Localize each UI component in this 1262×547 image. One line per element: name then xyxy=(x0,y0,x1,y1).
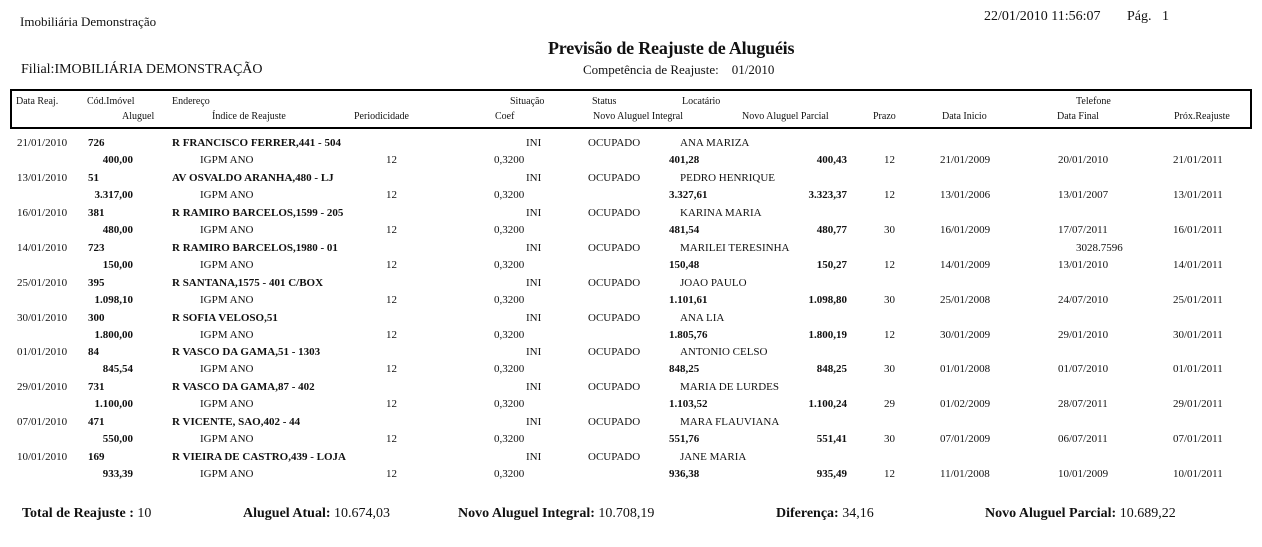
record-cod-imovel: 84 xyxy=(88,346,99,358)
record-cod-imovel: 381 xyxy=(88,207,105,219)
record-indice: IGPM ANO xyxy=(200,398,254,410)
record-prazo: 30 xyxy=(884,224,895,236)
record-data-inicio: 01/01/2008 xyxy=(940,363,991,375)
record-novo-parcial: 150,27 xyxy=(816,259,847,271)
record-periodicidade: 12 xyxy=(386,398,397,410)
table-row xyxy=(0,172,1262,189)
record-periodicidade: 12 xyxy=(386,224,397,236)
footer-novo-parcial xyxy=(985,506,1176,522)
record-indice: IGPM ANO xyxy=(200,329,254,341)
record-prazo: 30 xyxy=(884,363,895,375)
record-data-reaj: 13/01/2010 xyxy=(17,172,68,184)
table-row xyxy=(0,294,1262,311)
record-data-final: 10/01/2009 xyxy=(1058,468,1109,480)
company-name: Imobiliária Demonstração xyxy=(20,14,157,29)
record-cod-imovel: 723 xyxy=(88,242,105,254)
record-cod-imovel: 471 xyxy=(88,416,105,428)
record-periodicidade: 12 xyxy=(386,154,397,166)
record-prox-reajuste: 07/01/2011 xyxy=(1173,433,1223,445)
table-row xyxy=(0,433,1262,450)
record-coef: 0,3200 xyxy=(494,433,525,445)
table-row xyxy=(0,277,1262,294)
record-data-reaj: 10/01/2010 xyxy=(17,451,68,463)
record-status: OCUPADO xyxy=(588,172,641,184)
record-prazo: 12 xyxy=(884,154,895,166)
record-situacao: INI xyxy=(526,381,542,393)
column-header-box xyxy=(10,89,1252,129)
record-locatario: MARIA DE LURDES xyxy=(680,381,780,393)
page-indicator xyxy=(1127,9,1169,25)
record-data-reaj: 29/01/2010 xyxy=(17,381,68,393)
record-aluguel: 845,54 xyxy=(102,363,133,375)
record-data-inicio: 14/01/2009 xyxy=(940,259,991,271)
record-novo-parcial: 3.323,37 xyxy=(808,189,847,201)
table-row xyxy=(0,207,1262,224)
record-status: OCUPADO xyxy=(588,137,641,149)
record-data-inicio: 21/01/2009 xyxy=(940,154,991,166)
record-cod-imovel: 51 xyxy=(88,172,99,184)
record-novo-integral: 3.327,61 xyxy=(669,189,708,201)
table-row xyxy=(0,398,1262,415)
record-endereco: AV OSVALDO ARANHA,480 - LJ xyxy=(172,172,334,184)
parcial-value: 10.689,22 xyxy=(1119,506,1176,521)
record-prox-reajuste: 10/01/2011 xyxy=(1173,468,1223,480)
report-datetime: 22/01/2010 11:56:07 xyxy=(984,9,1101,24)
table-row xyxy=(0,224,1262,241)
record-prox-reajuste: 01/01/2011 xyxy=(1173,363,1223,375)
table-row xyxy=(0,468,1262,485)
record-situacao: INI xyxy=(526,451,542,463)
record-novo-integral: 481,54 xyxy=(669,224,700,236)
record-indice: IGPM ANO xyxy=(200,259,254,271)
record-data-inicio: 07/01/2009 xyxy=(940,433,991,445)
record-prazo: 12 xyxy=(884,259,895,271)
record-data-final: 28/07/2011 xyxy=(1058,398,1108,410)
col-locatario: Locatário xyxy=(682,96,721,107)
col-data-final: Data Final xyxy=(1057,111,1099,122)
record-endereco: R VASCO DA GAMA,51 - 1303 xyxy=(172,346,321,358)
record-data-final: 24/07/2010 xyxy=(1058,294,1109,306)
footer-diferenca xyxy=(776,506,874,522)
record-prox-reajuste: 13/01/2011 xyxy=(1173,189,1223,201)
filial-label: Filial:IMOBILIÁRIA DEMONSTRAÇÃO xyxy=(21,62,263,77)
record-status: OCUPADO xyxy=(588,277,641,289)
record-status: OCUPADO xyxy=(588,207,641,219)
record-coef: 0,3200 xyxy=(494,154,525,166)
record-status: OCUPADO xyxy=(588,312,641,324)
record-locatario: JOAO PAULO xyxy=(680,277,747,289)
table-row xyxy=(0,416,1262,433)
record-data-inicio: 16/01/2009 xyxy=(940,224,991,236)
col-endereco: Endereço xyxy=(172,96,210,107)
col-novo-integral: Novo Aluguel Integral xyxy=(593,111,683,122)
record-data-final: 29/01/2010 xyxy=(1058,329,1109,341)
record-status: OCUPADO xyxy=(588,451,641,463)
page-label: Pág. xyxy=(1127,9,1152,24)
record-novo-parcial: 848,25 xyxy=(816,363,847,375)
record-endereco: R VICENTE, SAO,402 - 44 xyxy=(172,416,301,428)
record-novo-integral: 1.805,76 xyxy=(669,329,708,341)
record-prox-reajuste: 21/01/2011 xyxy=(1173,154,1223,166)
record-periodicidade: 12 xyxy=(386,363,397,375)
col-data-reaj: Data Reaj. xyxy=(16,96,59,107)
parcial-label: Novo Aluguel Parcial: xyxy=(985,506,1117,521)
record-data-reaj: 01/01/2010 xyxy=(17,346,68,358)
record-situacao: INI xyxy=(526,277,542,289)
table-row xyxy=(0,312,1262,329)
table-row xyxy=(0,329,1262,346)
record-data-inicio: 30/01/2009 xyxy=(940,329,991,341)
record-coef: 0,3200 xyxy=(494,259,525,271)
total-label: Total de Reajuste : xyxy=(22,506,134,521)
record-novo-integral: 848,25 xyxy=(669,363,700,375)
col-indice: Índice de Reajuste xyxy=(212,111,286,122)
record-novo-parcial: 1.100,24 xyxy=(808,398,847,410)
record-cod-imovel: 169 xyxy=(88,451,105,463)
record-indice: IGPM ANO xyxy=(200,154,254,166)
record-prazo: 12 xyxy=(884,468,895,480)
record-novo-integral: 150,48 xyxy=(669,259,700,271)
col-status: Status xyxy=(592,96,617,107)
competencia-label: Competência de Reajuste: xyxy=(583,62,719,77)
record-data-inicio: 13/01/2006 xyxy=(940,189,991,201)
record-locatario: ANA MARIZA xyxy=(680,137,750,149)
record-cod-imovel: 395 xyxy=(88,277,105,289)
record-status: OCUPADO xyxy=(588,381,641,393)
col-novo-parcial: Novo Aluguel Parcial xyxy=(742,111,829,122)
record-cod-imovel: 726 xyxy=(88,137,105,149)
record-locatario: ANA LIA xyxy=(680,312,725,324)
record-indice: IGPM ANO xyxy=(200,224,254,236)
competencia xyxy=(583,62,774,78)
record-endereco: R FRANCISCO FERRER,441 - 504 xyxy=(172,137,341,149)
record-situacao: INI xyxy=(526,172,542,184)
record-coef: 0,3200 xyxy=(494,329,525,341)
record-novo-parcial: 1.800,19 xyxy=(808,329,847,341)
record-novo-integral: 551,76 xyxy=(669,433,700,445)
record-data-reaj: 30/01/2010 xyxy=(17,312,68,324)
record-situacao: INI xyxy=(526,416,542,428)
record-locatario: ANTONIO CELSO xyxy=(680,346,768,358)
col-prox-reajuste: Próx.Reajuste xyxy=(1174,111,1230,122)
record-indice: IGPM ANO xyxy=(200,433,254,445)
record-prazo: 30 xyxy=(884,294,895,306)
record-locatario: JANE MARIA xyxy=(680,451,747,463)
record-prox-reajuste: 16/01/2011 xyxy=(1173,224,1223,236)
table-row xyxy=(0,137,1262,154)
record-novo-parcial: 400,43 xyxy=(816,154,847,166)
record-situacao: INI xyxy=(526,242,542,254)
record-novo-parcial: 551,41 xyxy=(816,433,847,445)
col-periodicidade: Periodicidade xyxy=(354,111,409,122)
record-coef: 0,3200 xyxy=(494,398,525,410)
total-value: 10 xyxy=(137,506,152,521)
atual-value: 10.674,03 xyxy=(334,506,391,521)
record-situacao: INI xyxy=(526,346,542,358)
record-prox-reajuste: 29/01/2011 xyxy=(1173,398,1223,410)
record-novo-integral: 401,28 xyxy=(669,154,700,166)
col-prazo: Prazo xyxy=(873,111,896,122)
record-telefone: 3028.7596 xyxy=(1076,242,1123,254)
record-indice: IGPM ANO xyxy=(200,189,254,201)
record-aluguel: 150,00 xyxy=(102,259,133,271)
record-locatario: PEDRO HENRIQUE xyxy=(680,172,776,184)
record-endereco: R VIEIRA DE CASTRO,439 - LOJA xyxy=(172,451,346,463)
record-novo-parcial: 480,77 xyxy=(816,224,847,236)
record-endereco: R RAMIRO BARCELOS,1599 - 205 xyxy=(172,207,344,219)
record-prazo: 30 xyxy=(884,433,895,445)
record-coef: 0,3200 xyxy=(494,224,525,236)
record-prox-reajuste: 30/01/2011 xyxy=(1173,329,1223,341)
record-data-final: 17/07/2011 xyxy=(1058,224,1108,236)
record-locatario: MARA FLAUVIANA xyxy=(680,416,780,428)
record-novo-parcial: 1.098,80 xyxy=(808,294,847,306)
record-cod-imovel: 731 xyxy=(88,381,105,393)
record-data-inicio: 11/01/2008 xyxy=(940,468,990,480)
table-row xyxy=(0,381,1262,398)
record-aluguel: 3.317,00 xyxy=(94,189,133,201)
record-prox-reajuste: 14/01/2011 xyxy=(1173,259,1223,271)
record-periodicidade: 12 xyxy=(386,433,397,445)
record-endereco: R SOFIA VELOSO,51 xyxy=(172,312,278,324)
col-aluguel: Aluguel xyxy=(122,111,155,122)
col-telefone: Telefone xyxy=(1076,96,1111,107)
record-coef: 0,3200 xyxy=(494,189,525,201)
record-situacao: INI xyxy=(526,137,542,149)
record-data-reaj: 25/01/2010 xyxy=(17,277,68,289)
integral-value: 10.708,19 xyxy=(598,506,655,521)
record-indice: IGPM ANO xyxy=(200,468,254,480)
record-coef: 0,3200 xyxy=(494,294,525,306)
diferenca-value: 34,16 xyxy=(842,506,874,521)
record-novo-integral: 1.101,61 xyxy=(669,294,708,306)
record-coef: 0,3200 xyxy=(494,468,525,480)
record-cod-imovel: 300 xyxy=(88,312,105,324)
col-situacao: Situação xyxy=(510,96,545,107)
record-data-final: 20/01/2010 xyxy=(1058,154,1109,166)
record-data-final: 13/01/2007 xyxy=(1058,189,1109,201)
record-aluguel: 550,00 xyxy=(102,433,133,445)
record-data-final: 01/07/2010 xyxy=(1058,363,1109,375)
record-novo-integral: 1.103,52 xyxy=(669,398,708,410)
integral-label: Novo Aluguel Integral: xyxy=(458,506,595,521)
atual-label: Aluguel Atual: xyxy=(243,506,331,521)
report-title: Previsão de Reajuste de Aluguéis xyxy=(548,38,795,58)
table-row xyxy=(0,346,1262,363)
record-aluguel: 1.800,00 xyxy=(94,329,133,341)
record-data-reaj: 16/01/2010 xyxy=(17,207,68,219)
col-cod-imovel: Cód.Imóvel xyxy=(87,96,135,107)
record-novo-parcial: 935,49 xyxy=(816,468,847,480)
record-prazo: 29 xyxy=(884,398,895,410)
diferenca-label: Diferença: xyxy=(776,506,839,521)
record-endereco: R RAMIRO BARCELOS,1980 - 01 xyxy=(172,242,338,254)
record-aluguel: 933,39 xyxy=(102,468,133,480)
record-data-final: 13/01/2010 xyxy=(1058,259,1109,271)
record-data-reaj: 21/01/2010 xyxy=(17,137,68,149)
record-periodicidade: 12 xyxy=(386,189,397,201)
record-situacao: INI xyxy=(526,312,542,324)
record-data-final: 06/07/2011 xyxy=(1058,433,1108,445)
record-periodicidade: 12 xyxy=(386,329,397,341)
record-novo-integral: 936,38 xyxy=(669,468,700,480)
record-aluguel: 480,00 xyxy=(102,224,133,236)
record-periodicidade: 12 xyxy=(386,259,397,271)
record-status: OCUPADO xyxy=(588,242,641,254)
page-number: 1 xyxy=(1162,9,1169,24)
competencia-value: 01/2010 xyxy=(731,62,775,77)
record-locatario: KARINA MARIA xyxy=(680,207,762,219)
table-row xyxy=(0,154,1262,171)
record-prox-reajuste: 25/01/2011 xyxy=(1173,294,1223,306)
record-data-inicio: 01/02/2009 xyxy=(940,398,991,410)
footer-novo-integral xyxy=(458,506,654,522)
record-coef: 0,3200 xyxy=(494,363,525,375)
record-status: OCUPADO xyxy=(588,416,641,428)
record-situacao: INI xyxy=(526,207,542,219)
record-locatario: MARILEI TERESINHA xyxy=(680,242,790,254)
col-data-inicio: Data Inicio xyxy=(942,111,987,122)
record-endereco: R SANTANA,1575 - 401 C/BOX xyxy=(172,277,324,289)
footer-aluguel-atual xyxy=(243,506,390,522)
record-periodicidade: 12 xyxy=(386,468,397,480)
record-data-reaj: 14/01/2010 xyxy=(17,242,68,254)
record-aluguel: 1.100,00 xyxy=(94,398,133,410)
record-status: OCUPADO xyxy=(588,346,641,358)
record-periodicidade: 12 xyxy=(386,294,397,306)
table-row xyxy=(0,259,1262,276)
col-coef: Coef xyxy=(495,111,515,122)
table-row xyxy=(0,242,1262,259)
record-endereco: R VASCO DA GAMA,87 - 402 xyxy=(172,381,315,393)
record-aluguel: 400,00 xyxy=(102,154,133,166)
table-row xyxy=(0,363,1262,380)
table-row xyxy=(0,189,1262,206)
record-aluguel: 1.098,10 xyxy=(94,294,133,306)
record-indice: IGPM ANO xyxy=(200,294,254,306)
record-data-reaj: 07/01/2010 xyxy=(17,416,68,428)
record-prazo: 12 xyxy=(884,189,895,201)
record-indice: IGPM ANO xyxy=(200,363,254,375)
record-prazo: 12 xyxy=(884,329,895,341)
footer-total xyxy=(22,506,151,522)
table-row xyxy=(0,451,1262,468)
record-data-inicio: 25/01/2008 xyxy=(940,294,991,306)
